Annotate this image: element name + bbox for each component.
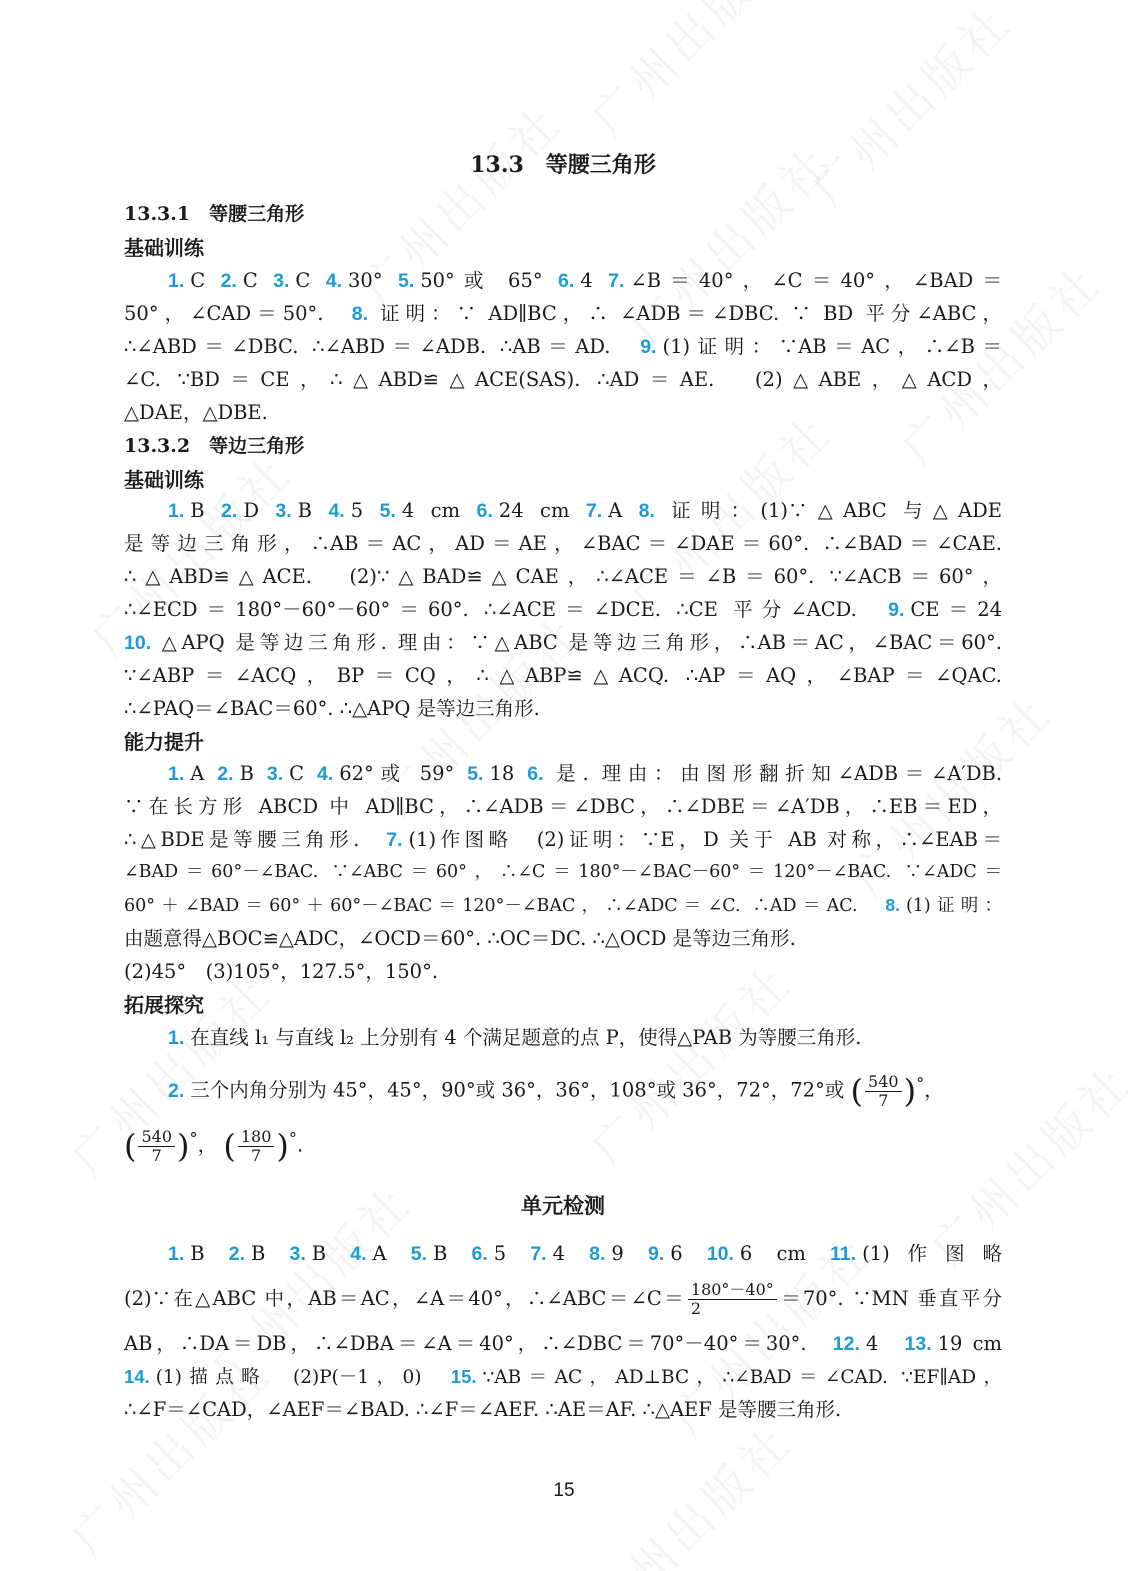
fraction: $\frac{540}{7}$ bbox=[138, 1128, 175, 1165]
answer-line: ∴∠F＝∠CAD，∠AEF＝∠BAD. ∴∠F＝∠AEF. ∴AE＝AF. ∴△AEF 是等腰三角形. bbox=[124, 1398, 842, 1421]
fraction: $\frac{180^\circ-40^\circ}{2}$ bbox=[688, 1281, 777, 1318]
fraction: $\frac{180}{7}$ bbox=[238, 1128, 275, 1165]
answer-line: ∵∠ABP＝∠ACQ，BP＝CQ，∴△ABP≌△ACQ. ∴AP＝AQ，∠BAP＝∠QAC. bbox=[124, 664, 1002, 687]
watermark bbox=[575, 0, 806, 148]
answer-line: ∴∠PAQ＝∠BAC＝60°. ∴△APQ 是等边三角形. bbox=[124, 697, 540, 720]
part-heading: 基础训练 bbox=[124, 468, 204, 492]
answer-line: ∵在长方形 ABCD 中 AD∥BC，∴∠ADB＝∠DBC，∴∠DBE＝∠A′DB，∴EB＝ED， bbox=[124, 795, 1002, 818]
section-title: 13.3 等腰三角形 bbox=[470, 152, 656, 178]
page-number: 15 bbox=[553, 1480, 575, 1501]
answer-line: 1. B 2. B 3. B 4. A 5. B 6. 5 7. 4 8. 9 9. 6 10. 6 cm 11. (1)作图略 bbox=[168, 1242, 1003, 1265]
answer-line: 60°＋∠BAD＝60°＋60°－∠BAC＝120°－∠BAC，∴∠ADC＝∠C. ∴AD＝AC. 8. (1)证明： bbox=[124, 895, 1002, 916]
answer-line: ∠BAD＝60°－∠BAC. ∵∠ABC＝60°，∴∠C＝180°－∠BAC－60°＝120°－∠BAC. ∵∠ADC＝ bbox=[124, 862, 1002, 882]
subsection-title: 13.3.1 等腰三角形 bbox=[124, 203, 305, 225]
answer-line: ∴∠ABD＝∠DBC. ∴∠ABD＝∠ADB. ∴AB＝AD. 9. (1)证明：∵AB＝AC，∴∠B＝ bbox=[124, 335, 1002, 358]
answer-line: (2)45° (3)105°，127.5°，150°. bbox=[124, 960, 439, 983]
answer-line: 是等边三角形，∴AB＝AC，AD＝AE，∠BAC＝∠DAE＝60°. ∴∠BAD＝∠CAE. bbox=[124, 532, 1002, 555]
part-heading: 能力提升 bbox=[124, 730, 204, 754]
fraction: $\frac{540}{7}$ bbox=[865, 1073, 902, 1110]
answer-line: ∴△BDE是等腰三角形. 7. (1)作图略 (2)证明：∵E，D 关于 AB 对称，∴∠EAB＝ bbox=[124, 828, 1002, 851]
answer-line: △DAE，△DBE. bbox=[124, 401, 268, 424]
answer-line: 10. △APQ 是等边三角形. 理由：∵△ABC 是等边三角形，∴AB＝AC，∠BAC＝60°. bbox=[124, 631, 1002, 654]
part-heading: 拓展探究 bbox=[124, 993, 204, 1017]
answer-line: AB，∴DA＝DB，∴∠DBA＝∠A＝40°，∴∠DBC＝70°－40°＝30°. 12. 4 13. 19 cm bbox=[124, 1332, 1003, 1355]
answer-line: ∠C. ∵BD＝CE，∴△ABD≌△ACE(SAS). ∴AD＝AE. (2)△ABE，△ACD， bbox=[124, 368, 1002, 391]
answer-line: ∴∠ECD＝180°－60°－60°＝60°. ∴∠ACE＝∠DCE. ∴CE 平分∠ACD. 9. CE＝24 bbox=[124, 598, 1003, 621]
watermark bbox=[795, 0, 1026, 218]
answer-line: (2)∵在△ABC 中，AB＝AC，∠A＝40°，∴∠ABC＝∠C＝ $\frac{180^\circ-40^\circ}{2}$ ＝70°. ∵MN 垂直平分 bbox=[124, 1280, 1002, 1318]
unit-test-title: 单元检测 bbox=[521, 1194, 605, 1218]
answer-line: 由题意得△BOC≌△ADC，∠OCD＝60°. ∴OC＝DC. ∴△OCD 是等边三角形. bbox=[124, 927, 796, 950]
answer-line: 50°，∠CAD＝50°. 8. 证明：∵ AD∥BC，∴ ∠ADB＝∠DBC. ∵ BD 平分∠ABC， bbox=[124, 302, 1002, 325]
answer-line: 1. C 2. C 3. C 4. 30° 5. 50°或 65° 6. 4 7. ∠B＝40°，∠C＝40°，∠BAD＝ bbox=[168, 269, 1002, 292]
answer-line: ∴△ABD≌△ACE. (2)∵△BAD≌△CAE，∴∠ACE＝∠B＝60°. ∵∠ACB＝60°， bbox=[124, 565, 1002, 588]
answer-line: 2. 三个内角分别为 45°，45°，90°或 36°，36°，108°或 36°，72°，72°或 ( $\frac{540}{7}$ )°， bbox=[168, 1071, 944, 1110]
subsection-title: 13.3.2 等边三角形 bbox=[124, 435, 305, 457]
answer-line: ( $\frac{540}{7}$ )°， ( $\frac{180}{7}$ )°. bbox=[124, 1126, 304, 1165]
answer-line: 1. A 2. B 3. C 4. 62°或 59° 5. 18 6. 是. 理由：由图形翻折知∠ADB＝∠A′DB. bbox=[168, 762, 1003, 785]
answer-line: 14. (1)描点略 (2)P(－1，0) 15. ∵AB＝AC，AD⊥BC，∴∠BAD＝∠CAD. ∵EF∥AD， bbox=[124, 1366, 1002, 1388]
part-heading: 基础训练 bbox=[124, 236, 204, 260]
answer-line: 1. B 2. D 3. B 4. 5 5. 4 cm 6. 24 cm 7. A 8. 证明：(1)∵△ABC 与△ADE bbox=[168, 499, 1002, 522]
answer-line: 1. 在直线 l₁ 与直线 l₂ 上分别有 4 个满足题意的点 P，使得△PAB 为等腰三角形. bbox=[168, 1026, 862, 1049]
